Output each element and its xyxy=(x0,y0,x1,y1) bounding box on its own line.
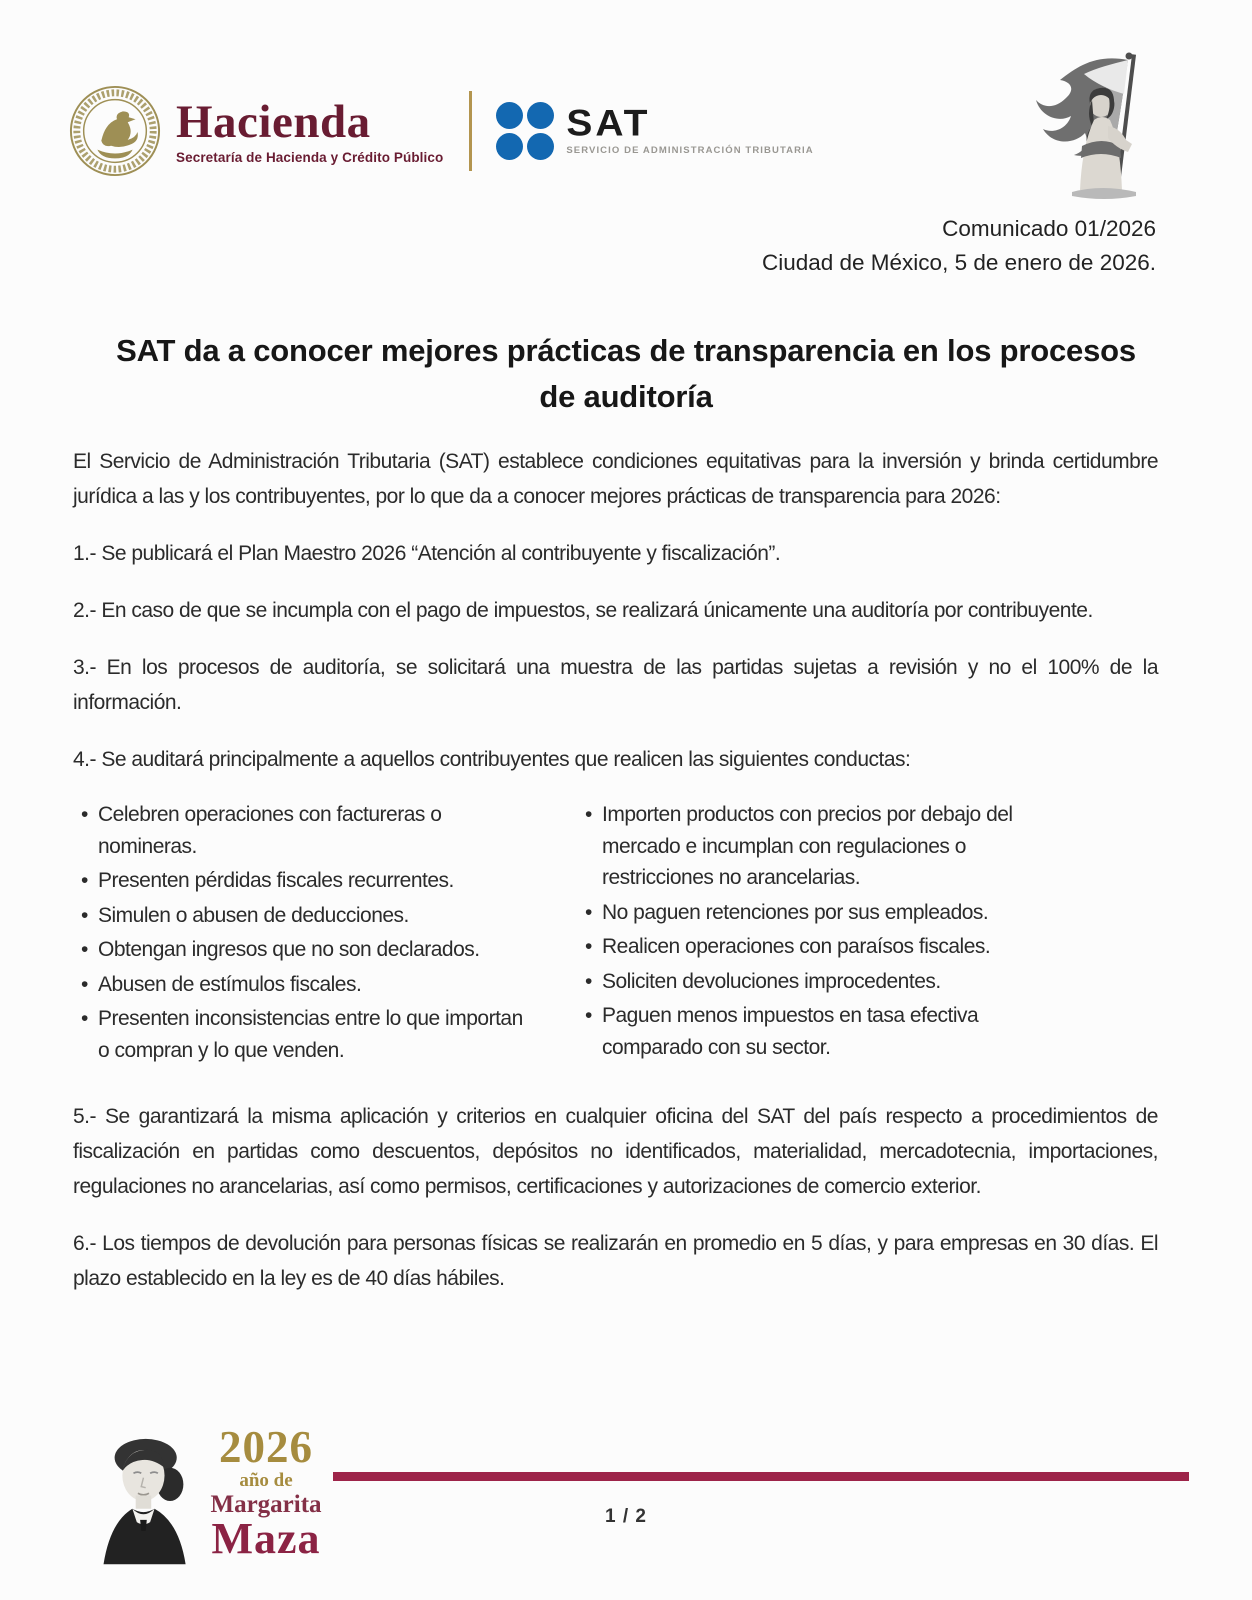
list-item: • Presenten pérdidas fiscales recurrentes. xyxy=(81,865,523,897)
intro-paragraph: El Servicio de Administración Tributaria (SAT) establece condiciones equitativas para la inversión y brinda certidumbre jurídica a las y los contribuyentes, por lo que da a conocer mejores prácticas de transparencia para 2026: xyxy=(73,450,1158,508)
dateline: Ciudad de México, 5 de enero de 2026. xyxy=(761,250,1156,275)
numbered-item-5: 5.- Se garantizará la misma aplicación y criterios en cualquier oficina del SAT del país respecto a procedimientos de fiscalización en partidas como descuentos, depósitos no identificados, materialidad, mercadotecnia, importaciones, regulaciones no arancelarias, así como permisos, certificaciones y autorizaciones de comercio exterior. xyxy=(73,1105,1158,1198)
brand-divider xyxy=(469,91,472,171)
list-item: • Simulen o abusen de deducciones. xyxy=(81,900,523,932)
numbered-item-3: 3.- En los procesos de auditoría, se solicitará una muestra de las partidas sujetas a revisión y no el 100% de la información. xyxy=(73,656,1158,714)
sat-circle xyxy=(496,133,523,160)
list-item: • Soliciten devoluciones improcedentes. xyxy=(585,966,1037,998)
list-item: • Realicen operaciones con paraísos fiscales. xyxy=(585,931,1037,963)
footer-ano-de: año de xyxy=(239,1470,293,1491)
hacienda-logo xyxy=(176,95,444,165)
hacienda-wordmark: Hacienda xyxy=(176,95,371,148)
sat-circle xyxy=(527,133,554,160)
meta-block xyxy=(762,212,1156,280)
page-number: 1 / 2 xyxy=(605,1506,647,1527)
mexican-eagle-seal-icon xyxy=(68,84,162,178)
numbered-item-1: 1.- Se publicará el Plan Maestro 2026 “Atención al contribuyente y fiscalización”. xyxy=(73,542,781,565)
list-item: • No paguen retenciones por sus empleados. xyxy=(585,897,1037,929)
list-item: • Importen productos con precios por debajo del mercado e incumplan con regulaciones o restricciones no arancelarias. xyxy=(585,799,1037,894)
sat-circle xyxy=(496,102,523,129)
page-title: SAT da a conocer mejores prácticas de transparencia en los procesos de auditoría xyxy=(116,333,1136,414)
numbered-item-2: 2.- En caso de que se incumpla con el pago de impuestos, se realizará únicamente una auditoría por contribuyente. xyxy=(73,599,1093,622)
flag-bearer-illustration xyxy=(1012,50,1176,206)
list-item: • Abusen de estímulos fiscales. xyxy=(81,969,523,1001)
footer-year: 2026 xyxy=(219,1422,313,1472)
sat-wordmark: SAT xyxy=(566,103,651,144)
sat-four-circles-icon xyxy=(496,102,554,160)
masthead xyxy=(68,84,814,178)
margarita-maza-logotype xyxy=(196,1422,336,1563)
comunicado-number: Comunicado 01/2026 xyxy=(942,216,1156,241)
list-item: • Paguen menos impuestos en tasa efectiva comparado con su sector. xyxy=(585,1000,1037,1063)
numbered-item-6: 6.- Los tiempos de devolución para personas físicas se realizarán en promedio en 5 días, y para empresas en 30 días. El plazo establecido en la ley es de 40 días hábiles. xyxy=(73,1232,1158,1290)
hacienda-subtitle: Secretaría de Hacienda y Crédito Público xyxy=(176,149,444,165)
margarita-maza-portrait xyxy=(88,1420,210,1572)
footer-rule xyxy=(333,1472,1189,1481)
document-body xyxy=(73,444,1158,1318)
bullet-list-left xyxy=(81,799,523,1069)
list-item: • Obtengan ingresos que no son declarados. xyxy=(81,934,523,966)
sat-logo xyxy=(496,102,813,160)
sat-text xyxy=(566,103,814,156)
list-item: • Presenten inconsistencias entre lo que importan o compran y lo que venden. xyxy=(81,1003,523,1066)
bullet-list-right xyxy=(585,799,1037,1069)
list-item: • Celebren operaciones con factureras o nomineras. xyxy=(81,799,523,862)
footer-maza: Maza xyxy=(211,1514,321,1563)
sat-subtitle: SERVICIO DE ADMINISTRACIÓN TRIBUTARIA xyxy=(566,145,814,156)
conduct-bullets xyxy=(81,799,1158,1069)
numbered-item-4: 4.- Se auditará principalmente a aquellos contribuyentes que realicen las siguientes conductas: xyxy=(73,748,911,771)
footer-margarita: Margarita xyxy=(210,1491,322,1518)
sat-circle xyxy=(527,102,554,129)
